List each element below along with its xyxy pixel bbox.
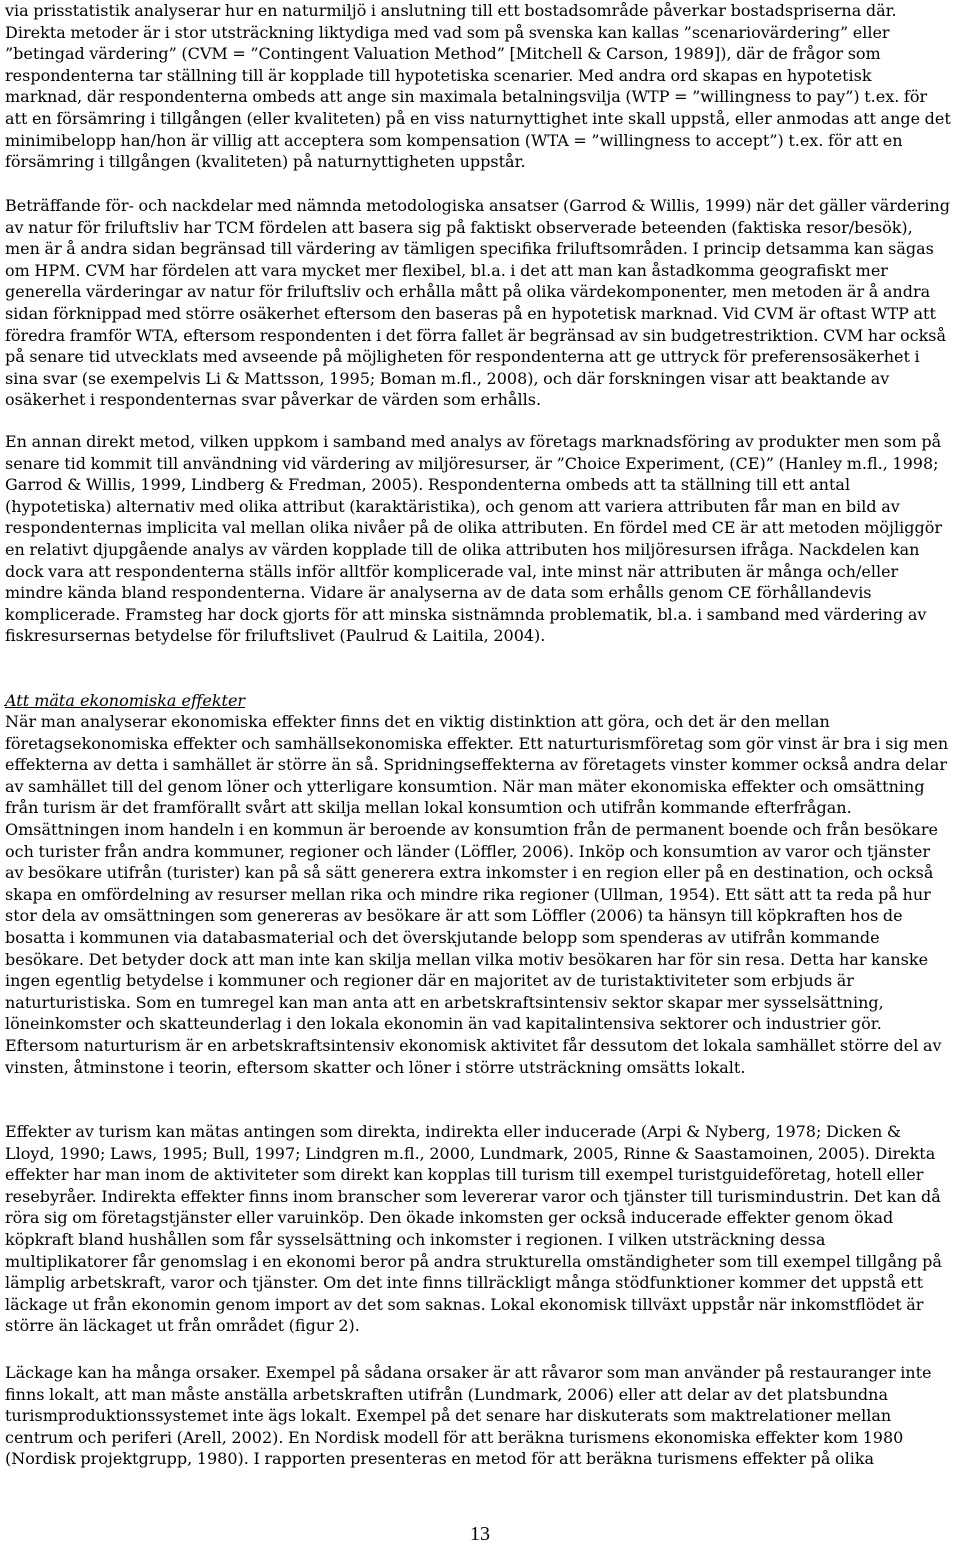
page-number: 13 [470,1523,490,1545]
paragraph-direct-indirect-effects: Effekter av turism kan mätas antingen som direkta, indirekta eller inducerade (Arpi & Nyberg, 1978; Dicken & Lloyd, 1990; Laws, 1995; Bull, 1997; Lindgren m.fl., 2000, Lundmark, 2005, Rinne & Saastamoinen, 2005). Direkta effekter har man inom de aktiviteter som direkt kan kopplas till turism till exempel turistguideföretag, hotell eller resebyråer. Indirekta effekter finns inom branscher som levererar varor och tjänster till turismindustrin. Det kan då röra sig om företagstjänster eller varuinköp. Den ökade inkomsten ger också inducerade effekter genom ökad köpkraft bland hushållen som får sysselsättning och inkomster i regionen. I vilken utsträckning dessa multiplikatorer får genomslag i en ekonomi beror på andra strukturella omständigheter som till exempel tillgång på lämplig arbetskraft, varor och tjänster. Om det inte finns tillräckligt många stödfunktioner kommer det uppstå ett läckage ut från ekonomin genom import av det som saknas. Lokal ekonomisk tillväxt uppstår när inkomstflödet är större än läckaget ut från området (figur 2). [5,1122,942,1336]
paragraph-economic-effects: När man analyserar ekonomiska effekter finns det en viktig distinktion att göra, och det är den mellan företagsekonomiska effekter och samhällsekonomiska effekter. Ett naturturismföretag som gör vinst är bra i sig men effekterna av detta i samhället är större än så. Spridningseffekterna av företagets vinster kommer också andra delar av samhället till del genom löner och ytterligare konsumtion. När man mäter ekonomiska effekter och omsättning från turism är det framförallt svårt att skilja mellan lokal konsumtion och utifrån kommande efterfrågan. Omsättningen inom handeln i en kommun är beroende av konsumtion från de permanent boende och från besökare och turister från andra kommuner, regioner och länder (Löffler, 2006). Inköp och konsumtion av varor och tjänster av besökare utifrån (turister) kan på så sätt generera extra inkomster i en region eller på en destination, och också skapa en omfördelning av resurser mellan rika och mindre rika regioner (Ullman, 1954). Ett sätt att ta reda på hur stor dela av omsättningen som genereras av besökare är att som Löffler (2006) ta hänsyn till köpkraften hos de bosatta i kommunen via databasmaterial och det överskjutande belopp som spenderas av utifrån kommande besökare. Det betyder dock att man inte kan skilja mellan vilka motiv besökaren har för sin resa. Detta har kanske ingen egentlig betydelse i kommuner och regioner där en majoritet av de turistaktiviteter som erbjuds är naturturistiska. Som en tumregel kan man anta att en arbetskraftsintensiv sektor skapar mer sysselsättning, löneinkomster och skatteunderlag i den lokala ekonomin än vad kapitalintensiva sektorer och industrier gör. Eftersom naturturism är en arbetskraftsintensiv ekonomisk aktivitet får dessutom det lokala samhället större del av vinsten, åtminstone i teorin, eftersom skatter och löner i större utsträckning omsätts lokalt. [5,712,949,1077]
paragraph-cvm-methods: via prisstatistik analyserar hur en naturmiljö i anslutning till ett bostadsområde påverkar bostadspriserna där. Direkta metoder är i stor utsträckning liktydiga med vad som på svenska kan kallas ”scenariovärdering” eller ”betingad värdering” (CVM = ”Contingent Valuation Method” [Mitchell & Carson, 1989]), där de frågor som respondenterna tar ställning till är kopplade till hypotetiska scenarier. Med andra ord skapas en hypotetisk marknad, där respondenterna ombeds att ange sin maximala betalningsvilja (WTP = ”willingness to pay”) t.ex. för att en försämring i tillgången (eller kvaliteten) på en viss naturnyttighet inte skall uppstå, eller anmodas att ange det minimibelopp han/hon är villig att acceptera som kompensation (WTA = ”willingness to accept”) t.ex. för att en försämring i tillgången (kvaliteten) på naturnyttigheten uppstår. [5,1,951,172]
section-heading: Att mäta ekonomiska effekter [5,691,246,710]
paragraph-pros-cons: Beträffande för- och nackdelar med nämnda metodologiska ansatser (Garrod & Willis, 1999) när det gäller värdering av natur för friluftsliv har TCM fördelen att basera sig på faktiskt observerade beteenden (faktiska resor/besök), men är å andra sidan begränsad till värdering av tämligen specifika friluftsområden. I princip detsamma kan sägas om HPM. CVM har fördelen att vara mycket mer flexibel, bl.a. i det att man kan åstadkomma geografiskt mer generella värderingar av natur för friluftsliv och erhålla mått på olika värdekomponenter, men metoden är å andra sidan förknippad med större osäkerhet eftersom den baseras på en hypotetisk marknad. Vid CVM är oftast WTP att föredra framför WTA, eftersom respondenten i det förra fallet är begränsad av sin budgetrestriktion. CVM har också på senare tid utvecklats med avseende på möjligheten för respondenterna att ge uttryck för preferensosäkerhet i sina svar (se exempelvis Li & Mattsson, 1995; Boman m.fl., 2008), och där forskningen visar att beaktande av osäkerhet i respondenternas svar påverkar de värden som erhålls. [5,196,950,410]
paragraph-choice-experiment: En annan direkt metod, vilken uppkom i samband med analys av företags marknadsföring av produkter men som på senare tid kommit till användning vid värdering av miljöresurser, är ”Choice Experiment, (CE)” (Hanley m.fl., 1998; Garrod & Willis, 1999, Lindberg & Fredman, 2005). Respondenterna ombeds att ta ställning till ett antal (hypotetiska) alternativ med olika attribut (karaktäristika), och genom att variera attributen får man en bild av respondenternas implicita val mellan olika nivåer på de olika attributen. En fördel med CE är att metoden möjliggör en relativt djupgående analys av värden kopplade till de olika attributen hos miljöresursen ifråga. Nackdelen kan dock vara att respondenterna ställs inför alltför komplicerade val, inte minst när attributen är många och/eller mindre kända bland respondenterna. Vidare är analyserna av de data som erhålls genom CE förhållandevis komplicerade. Framsteg har dock gjorts för att minska sistnämnda problematik, bl.a. i samband med värdering av fiskresursernas betydelse för friluftslivet (Paulrud & Laitila, 2004). [5,432,943,646]
paragraph-leakage: Läckage kan ha många orsaker. Exempel på sådana orsaker är att råvaror som man använder på restauranger inte finns lokalt, att man måste anställa arbetskraften utifrån (Lundmark, 2006) eller att delar av det platsbundna turismproduktionssystemet inte ägs lokalt. Exempel på det senare har diskuterats som maktrelationer mellan centrum och periferi (Arell, 2002). En Nordisk modell för att beräkna turismens ekonomiska effekter kom 1980 (Nordisk projektgrupp, 1980). I rapporten presenteras en metod för att beräkna turismens effekter på olika [5,1363,932,1469]
